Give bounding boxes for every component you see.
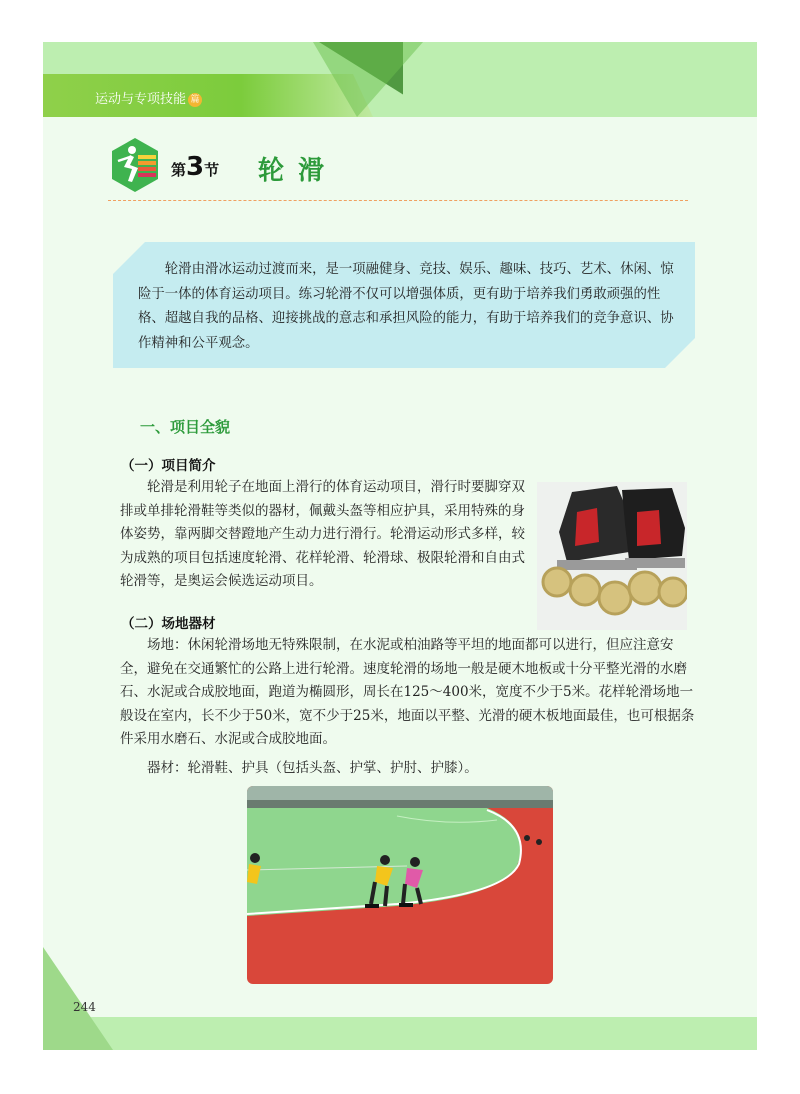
equipment-text: 器材：轮滑鞋、护具（包括头盔、护掌、护肘、护膝）。	[147, 760, 478, 776]
running-title-badge: 篇	[188, 93, 202, 107]
textbook-page	[43, 42, 757, 1050]
skater-icon	[110, 137, 160, 193]
footer-decoration	[43, 947, 113, 1050]
speed-skating-track-photo	[247, 786, 553, 984]
inline-skates-photo	[537, 482, 687, 630]
page-number: 244	[73, 1000, 96, 1014]
header-ribbon	[43, 74, 373, 117]
section-number-suffix: 节	[204, 161, 220, 179]
section-number	[171, 152, 219, 182]
heading-overview: 一、项目全貌	[140, 418, 231, 436]
section-number-digit: 3	[186, 152, 205, 182]
introduction-text: 轮滑是利用轮子在地面上滑行的体育运动项目，滑行时要脚穿双排或单排轮滑鞋等类似的器材，佩戴头盔等相应护具，采用特殊的身体姿势，靠两脚交替蹬地产生动力进行滑行。轮滑运动形式多样，较为成熟的项目包括速度轮滑、花样轮滑、轮滑球、极限轮滑和自由式轮滑等，是奥运会候选运动项目。	[120, 479, 525, 589]
intro-text: 轮滑由滑冰运动过渡而来，是一项融健身、竞技、娱乐、趣味、技巧、艺术、休闲、惊险于一体的体育运动项目。练习轮滑不仅可以增强体质，更有助于培养我们勇敢顽强的性格、超越自我的品格、迎接挑战的意志和承担风险的能力，有助于培养我们的竞争意识、协作精神和公平观念。	[138, 262, 674, 351]
venue-text: 场地：休闲轮滑场地无特殊限制，在水泥或柏油路等平坦的地面都可以进行，但应注意安全，避免在交通繁忙的公路上进行轮滑。速度轮滑的场地一般是硬木地板或十分平整光滑的水磨石、水泥或合成胶地面，跑道为椭圆形，周长在125～400米，宽度不少于5米。花样轮滑场地一般设在室内，长不少于50米，宽不少于25米，地面以平整、光滑的硬木板地面最佳，也可根据条件采用水磨石、水泥或合成胶地面。	[120, 637, 695, 747]
heading-introduction: （一）项目简介	[121, 458, 216, 474]
section-number-prefix: 第	[171, 161, 187, 179]
running-title	[95, 88, 202, 107]
divider	[108, 200, 688, 201]
section-title: 轮滑	[258, 156, 339, 186]
footer-band	[43, 1017, 757, 1050]
running-title-text: 运动与专项技能	[95, 92, 187, 107]
heading-venue-equipment: （二）场地器材	[121, 616, 216, 632]
